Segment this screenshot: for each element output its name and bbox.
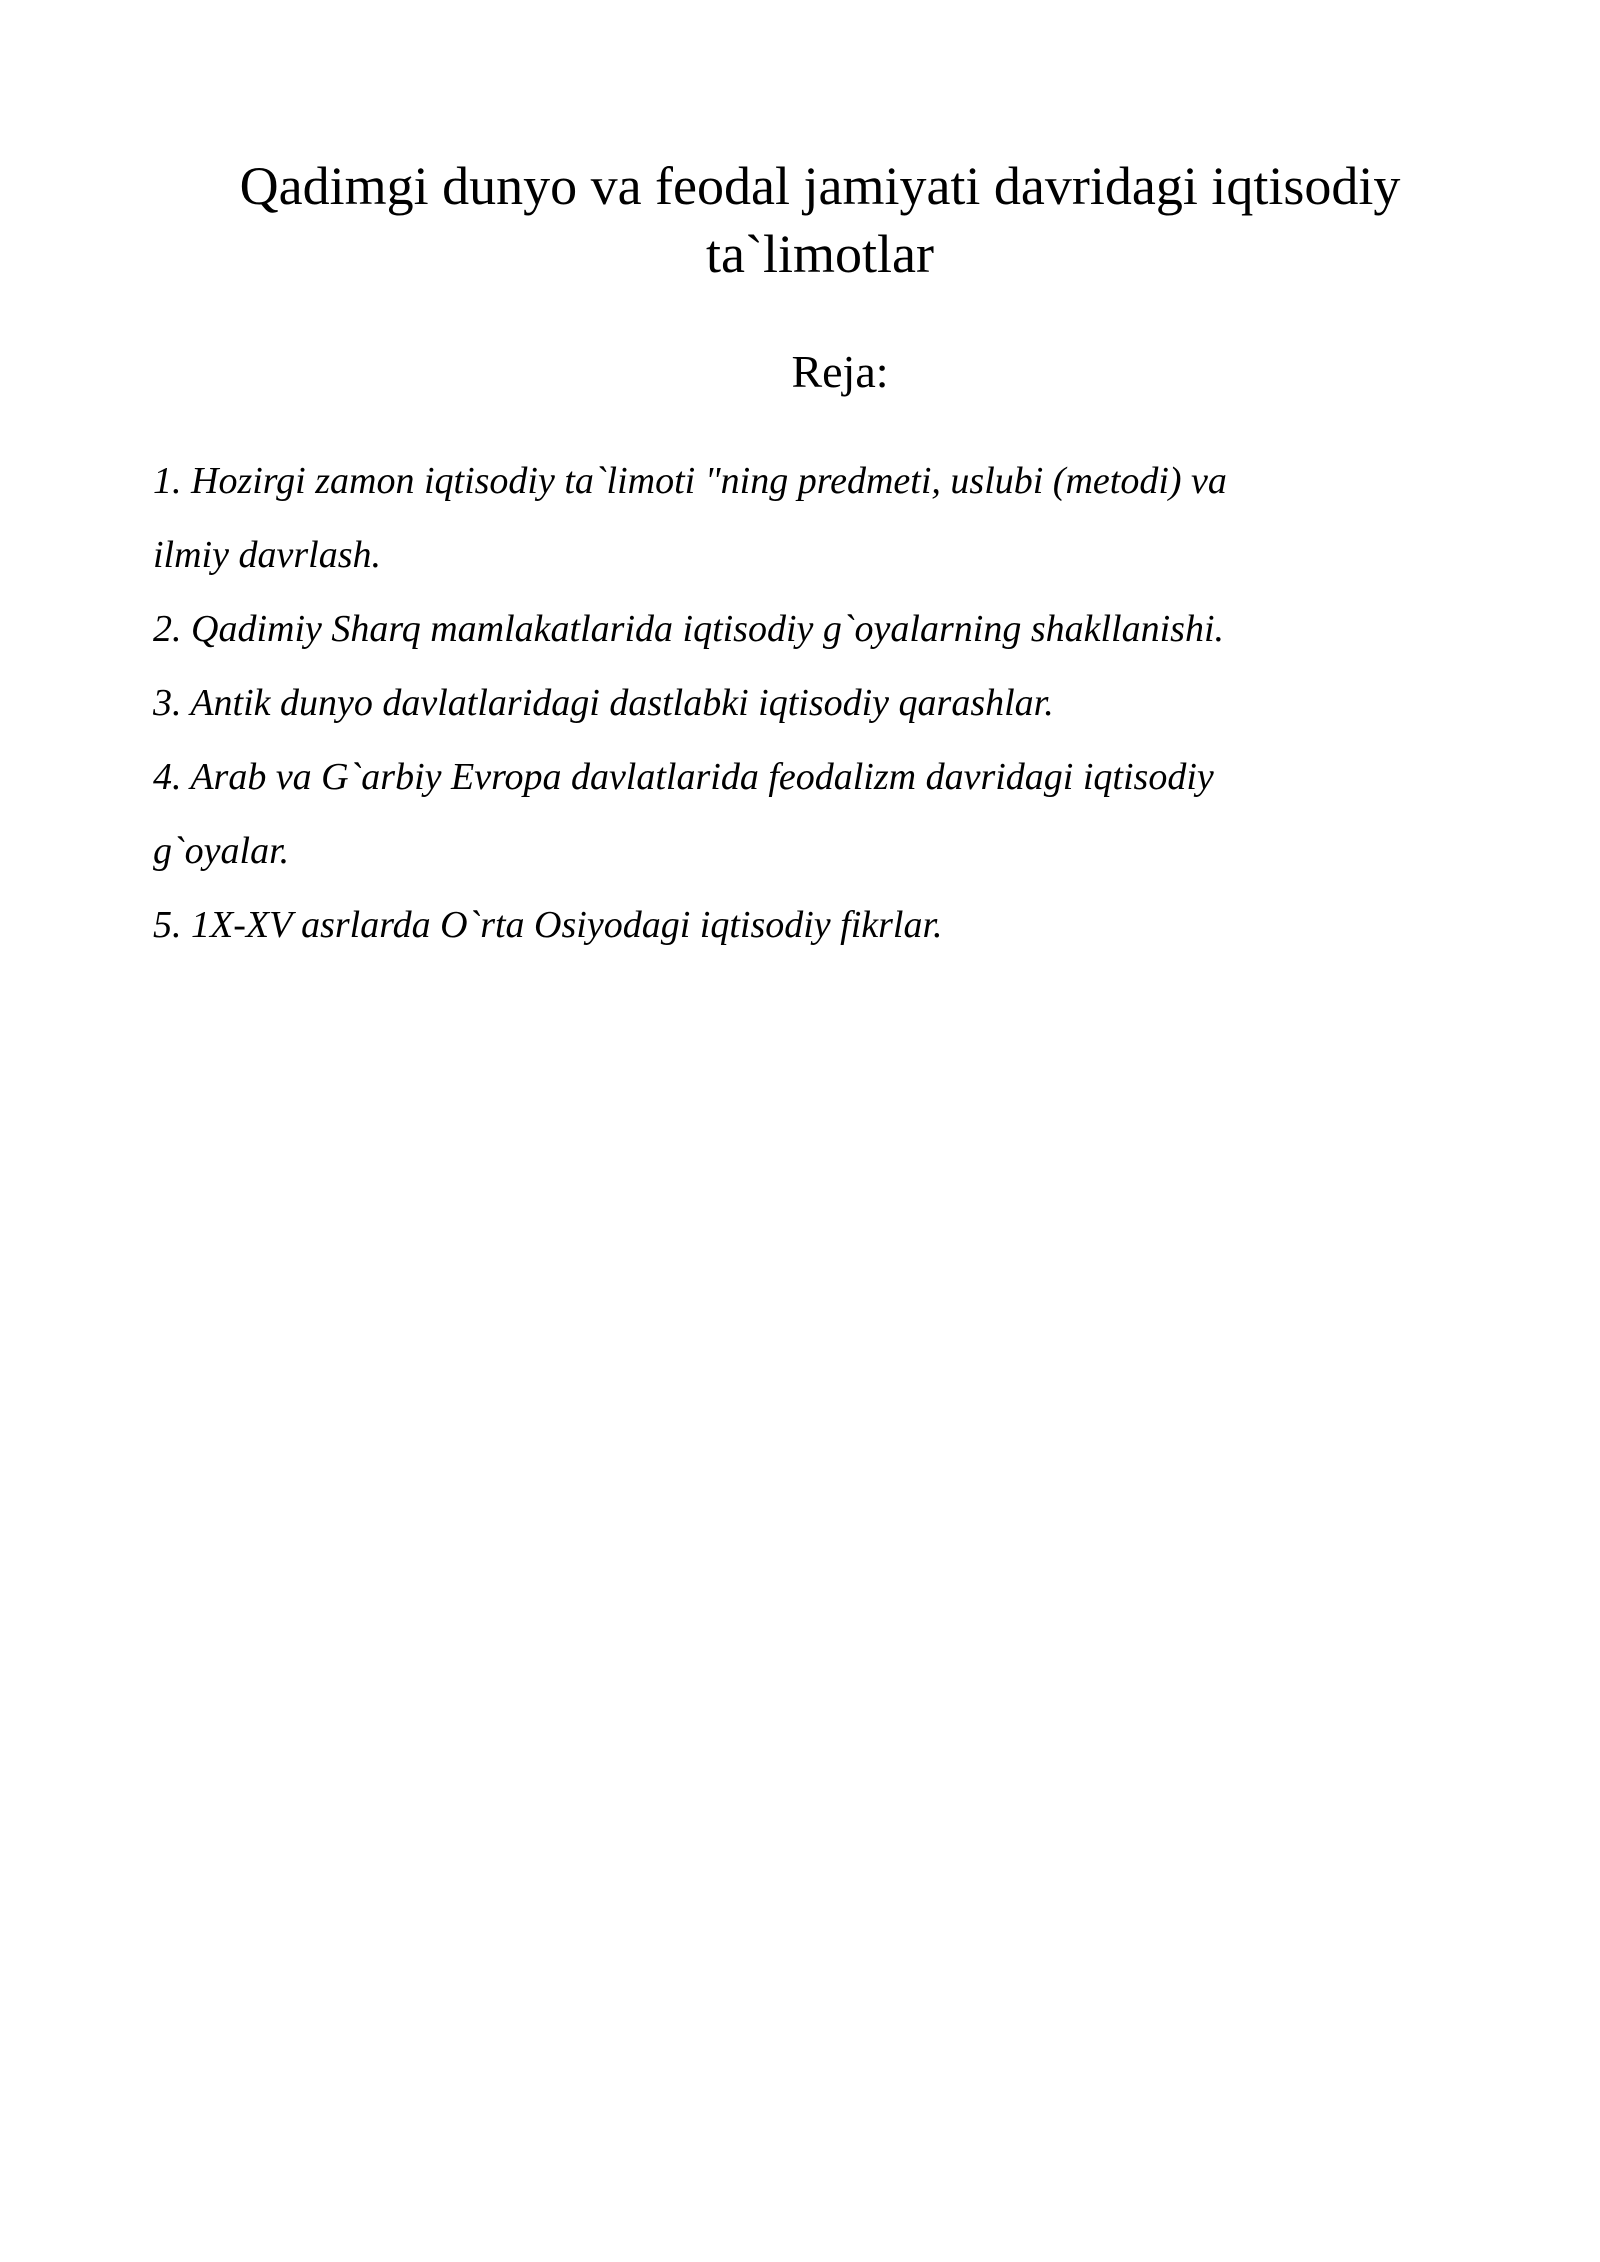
plan-line: 2. Qadimiy Sharq mamlakatlarida iqtisodiy g`oyalarning shakllanishi. xyxy=(153,608,1224,650)
plan-line: 5. 1X-XV asrlarda O`rta Osiyodagi iqtisodiy fikrlar. xyxy=(153,904,943,946)
title-line-1: Qadimgi dunyo va feodal jamiyati davridagi iqtisodiy xyxy=(239,156,1401,216)
plan-line: g`oyalar. xyxy=(153,830,290,872)
plan-line: ilmiy davrlash. xyxy=(153,534,381,576)
plan-line: 1. Hozirgi zamon iqtisodiy ta`limoti "ning predmeti, uslubi (metodi) va xyxy=(153,460,1227,502)
plan-heading: Reja: xyxy=(791,346,889,397)
document-title xyxy=(120,152,1520,288)
plan-line: 3. Antik dunyo davlatlaridagi dastlabki iqtisodiy qarashlar. xyxy=(153,682,1054,724)
title-line-2: ta`limotlar xyxy=(706,224,934,284)
plan-list xyxy=(153,444,1453,962)
plan-line: 4. Arab va G`arbiy Evropa davlatlarida feodalizm davridagi iqtisodiy xyxy=(153,756,1214,798)
